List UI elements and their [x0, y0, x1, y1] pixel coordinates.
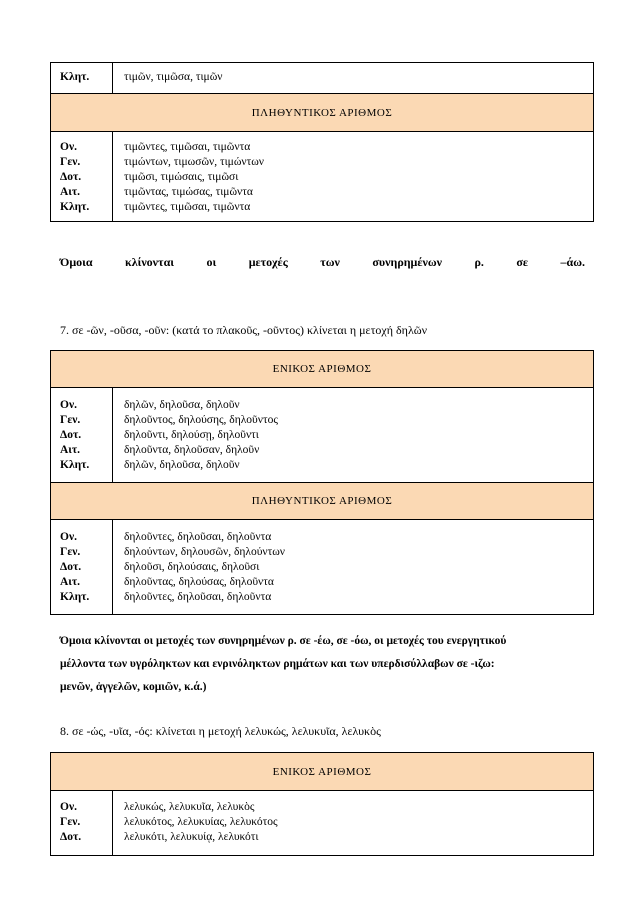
- case-gen: Γεν.: [60, 816, 81, 828]
- form-dat: λελυκότι, λελυκυίᾳ, λελυκότι: [124, 831, 259, 843]
- note-similar-ew-ow: [60, 630, 585, 699]
- form-dat: δηλοῦσι, δηλούσαις, δηλοῦσι: [124, 561, 260, 573]
- section-7-heading: 7. σε -ῶν, -οῦσα, -οῦν: (κατά το πλακοῦς, -οῦντος) κλίνεται η μετοχή δηλῶν: [60, 323, 428, 337]
- note-word: μετοχές: [248, 255, 288, 269]
- form-acc: τιμῶντας, τιμώσας, τιμῶντα: [124, 186, 253, 198]
- table-row: [50, 520, 594, 615]
- case-dat: Δοτ.: [60, 561, 82, 573]
- case-nom: Ον.: [60, 531, 77, 543]
- table-row: [50, 62, 594, 94]
- form-gen: δηλούντων, δηλουσῶν, δηλούντων: [124, 546, 286, 558]
- case-label: Κλητ.: [51, 63, 113, 93]
- case-dat: Δοτ.: [60, 171, 82, 183]
- case-forms: [113, 132, 593, 221]
- form-acc: δηλοῦντας, δηλούσας, δηλοῦντα: [124, 576, 274, 588]
- note-line: μέλλοντα των υγρόληκτων και ενρινόληκτων ρημάτων και των υπερδισύλλαβων σε -ιζω:: [60, 658, 495, 670]
- section-8-heading: 8. σε -ώς, -υῖα, -ός: κλίνεται η μετοχή λελυκώς, λελυκυῖα, λελυκὸς: [60, 724, 381, 738]
- form-voc: δηλῶν, δηλοῦσα, δηλοῦν: [124, 459, 240, 471]
- case-nom: Ον.: [60, 801, 77, 813]
- table-row: [50, 132, 594, 222]
- case-dat: Δοτ.: [60, 429, 82, 441]
- note-line: Όμοια κλίνονται οι μετοχές των συνηρημένων ρ. σε -έω, σε -όω, οι μετοχές του ενεργητικού: [60, 635, 507, 647]
- singular-header: ΕΝΙΚΟΣ ΑΡΙΘΜΟΣ: [50, 350, 594, 388]
- case-acc: Αιτ.: [60, 186, 81, 198]
- case-nom: Ον.: [60, 141, 77, 153]
- case-forms: τιμῶν, τιμῶσα, τιμῶν: [124, 71, 223, 83]
- case-nom: Ον.: [60, 399, 77, 411]
- case-forms: [113, 520, 593, 614]
- case-labels: [51, 520, 113, 614]
- case-forms: [113, 388, 593, 482]
- form-gen: τιμώντων, τιμωσῶν, τιμώντων: [124, 156, 264, 168]
- case-voc: Κλητ.: [60, 591, 90, 603]
- plural-header: ΠΛΗΘΥΝΤΙΚΟΣ ΑΡΙΘΜΟΣ: [50, 94, 594, 132]
- form-dat: δηλοῦντι, δηλούσῃ, δηλοῦντι: [124, 429, 259, 441]
- case-gen: Γεν.: [60, 414, 81, 426]
- form-gen: δηλοῦντος, δηλούσης, δηλοῦντος: [124, 414, 278, 426]
- case-acc: Αιτ.: [60, 444, 81, 456]
- case-labels: [51, 791, 113, 855]
- note-word: ρ.: [474, 255, 484, 269]
- form-gen: λελυκότος, λελυκυίας, λελυκότος: [124, 816, 278, 828]
- note-line: μενῶν, ἀγγελῶν, κομιῶν, κ.ά.): [60, 681, 207, 693]
- plural-header: ΠΛΗΘΥΝΤΙΚΟΣ ΑΡΙΘΜΟΣ: [50, 483, 594, 520]
- note-word: –άω.: [560, 255, 585, 269]
- note-word: συνηρημένων: [372, 255, 442, 269]
- form-dat: τιμῶσι, τιμώσαις, τιμῶσι: [124, 171, 239, 183]
- note-word: των: [320, 255, 340, 269]
- case-gen: Γεν.: [60, 156, 81, 168]
- note-word: Όμοια: [60, 255, 93, 269]
- note-word: κλίνονται: [125, 255, 174, 269]
- note-word: σε: [516, 255, 529, 269]
- case-voc: Κλητ.: [60, 201, 90, 213]
- case-labels: [51, 388, 113, 482]
- form-voc: δηλοῦντες, δηλοῦσαι, δηλοῦντα: [124, 591, 272, 603]
- table-dilon: [50, 350, 594, 615]
- form-voc: τιμῶντες, τιμῶσαι, τιμῶντα: [124, 201, 251, 213]
- case-voc: Κλητ.: [60, 459, 90, 471]
- form-nom: δηλοῦντες, δηλοῦσαι, δηλοῦντα: [124, 531, 272, 543]
- table-lelykos: [50, 752, 594, 856]
- note-word: οι: [206, 255, 217, 269]
- table-row: [50, 791, 594, 856]
- form-nom: δηλῶν, δηλοῦσα, δηλοῦν: [124, 399, 240, 411]
- note-similar-aw: [60, 255, 585, 270]
- case-labels: [51, 132, 113, 221]
- form-acc: δηλοῦντα, δηλοῦσαν, δηλοῦν: [124, 444, 260, 456]
- case-forms: [113, 791, 593, 855]
- form-nom: λελυκώς, λελυκυῖα, λελυκὸς: [124, 801, 255, 813]
- table-row: [50, 388, 594, 483]
- case-acc: Αιτ.: [60, 576, 81, 588]
- form-nom: τιμῶντες, τιμῶσαι, τιμῶντα: [124, 141, 251, 153]
- case-gen: Γεν.: [60, 546, 81, 558]
- table-timon: [50, 62, 594, 222]
- singular-header: ΕΝΙΚΟΣ ΑΡΙΘΜΟΣ: [50, 752, 594, 791]
- case-dat: Δοτ.: [60, 831, 82, 843]
